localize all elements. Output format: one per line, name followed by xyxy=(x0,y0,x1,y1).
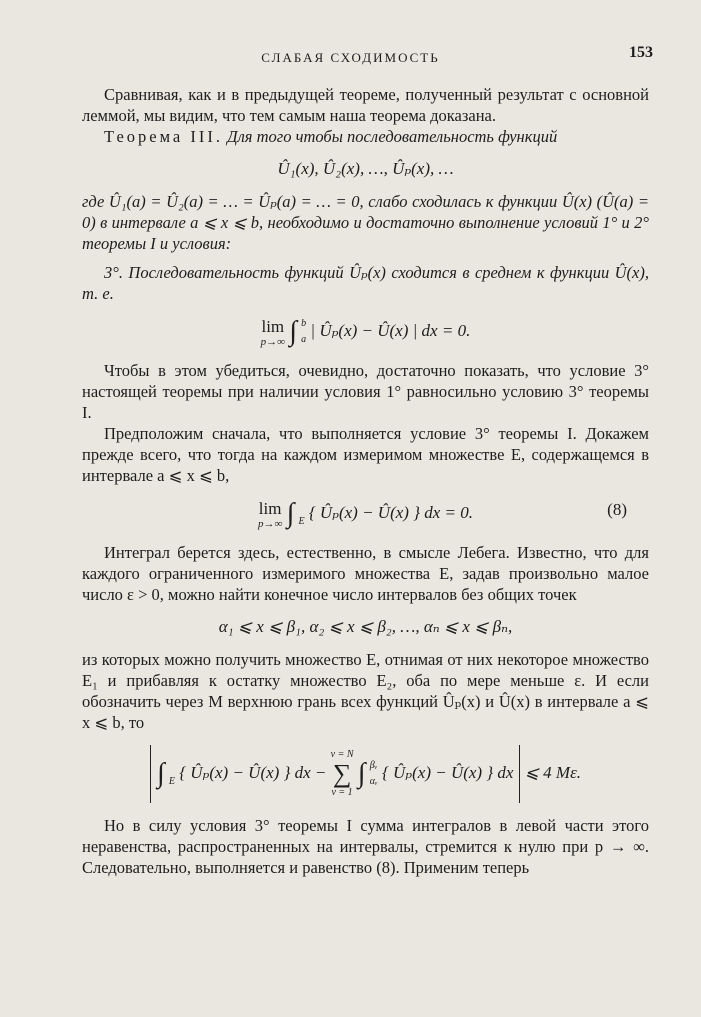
integral-limits: E xyxy=(168,776,175,787)
paragraph: Предположим сначала, что выполняется условие 3° теоремы I. Докажем прежде всего, что тогда на каждом измеримом множестве E, содержащемся в интервале a ⩽ x ⩽ b, xyxy=(82,424,649,485)
first-term: { Ûₚ(x) − Û(x) } dx − xyxy=(179,762,327,782)
theorem-continuation: где Û₁(a) = Û₂(a) = … = Ûₚ(a) = … = 0, слабо сходилась к функции Û(x) (Û(a) = 0) в интервале a ⩽ x ⩽ b, необходимо и достаточно выполнение условий 1° и 2° теоремы I и условия: xyxy=(82,192,649,253)
theorem-label: Теорема III. xyxy=(104,127,223,146)
sum-operator: ν = N ∑ ν = 1 xyxy=(330,749,354,798)
running-title: СЛАБАЯ СХОДИМОСТЬ xyxy=(261,50,440,65)
integrand: { Ûₚ(x) − Û(x) } dx = 0. xyxy=(308,502,474,522)
integral-limits: b a xyxy=(301,318,307,345)
condition-3: 3°. Последовательность функций Ûₚ(x) сходится в среднем к функции Û(x), т. е. xyxy=(82,263,649,303)
inequality-formula xyxy=(82,745,649,803)
limit-operator: lim p→∞ xyxy=(260,316,285,348)
integral-sign: ∫ xyxy=(286,498,295,529)
paragraph: Чтобы в этом убедиться, очевидно, достаточно показать, что условие 3° настоящей теоремы при наличии условия 1° равносильно условию 3° теоремы I. xyxy=(82,361,649,422)
integral-sign: ∫ xyxy=(289,316,297,347)
paragraph: Интеграл берется здесь, естественно, в смысле Лебега. Известно, что для каждого ограниченного измеримого множества E, задав произвольно малое число ε > 0, можно найти конечное число интервалов без общих точек xyxy=(82,543,649,604)
integral-sign: ∫ xyxy=(156,758,165,789)
theorem-text: Для того чтобы последовательность функций xyxy=(227,127,558,146)
body-text xyxy=(82,84,649,878)
equation-8 xyxy=(82,498,649,530)
second-term: { Ûₚ(x) − Û(x) } dx xyxy=(381,762,514,782)
equation-number: (8) xyxy=(607,500,627,519)
integral-sign: ∫ xyxy=(357,758,366,789)
absolute-value xyxy=(150,745,521,803)
paragraph: Но в силу условия 3° теоремы I сумма интегралов в левой части этого неравенства, распространенных на интервалы, стремится к нулю при p → ∞. Следовательно, выполняется и равенство (8). Применим теперь xyxy=(82,816,649,877)
mean-convergence-formula xyxy=(82,316,649,348)
sequence-formula: Û₁(x), Û₂(x), …, Ûₚ(x), … xyxy=(277,159,454,178)
integral-limits: βᵥ αᵥ xyxy=(369,760,378,787)
intervals-formula: α₁ ⩽ x ⩽ β₁, α₂ ⩽ x ⩽ β₂, …, αₙ ⩽ x ⩽ βₙ, xyxy=(218,617,513,636)
paragraph: из которых можно получить множество E, отнимая от них некоторое множество E₁ и прибавляя к остатку множество E₂, оба по мере меньше ε. И если обозначить через M верхнюю грань всех функций Ûₚ(x) и Û(x) в интервале a ⩽ x ⩽ b, то xyxy=(82,650,649,732)
page-number: 153 xyxy=(629,44,653,61)
integral-limits: E xyxy=(298,516,305,527)
right-hand-side: ⩽ 4 Mε. xyxy=(524,762,582,782)
integrand: | Ûₚ(x) − Û(x) | dx = 0. xyxy=(310,320,471,340)
limit-operator: lim p→∞ xyxy=(257,498,283,530)
theorem-statement xyxy=(82,126,649,147)
paragraph: Сравнивая, как и в предыдущей теореме, полученный результат с основной леммой, мы видим, что тем самым наша теорема доказана. xyxy=(82,85,649,125)
